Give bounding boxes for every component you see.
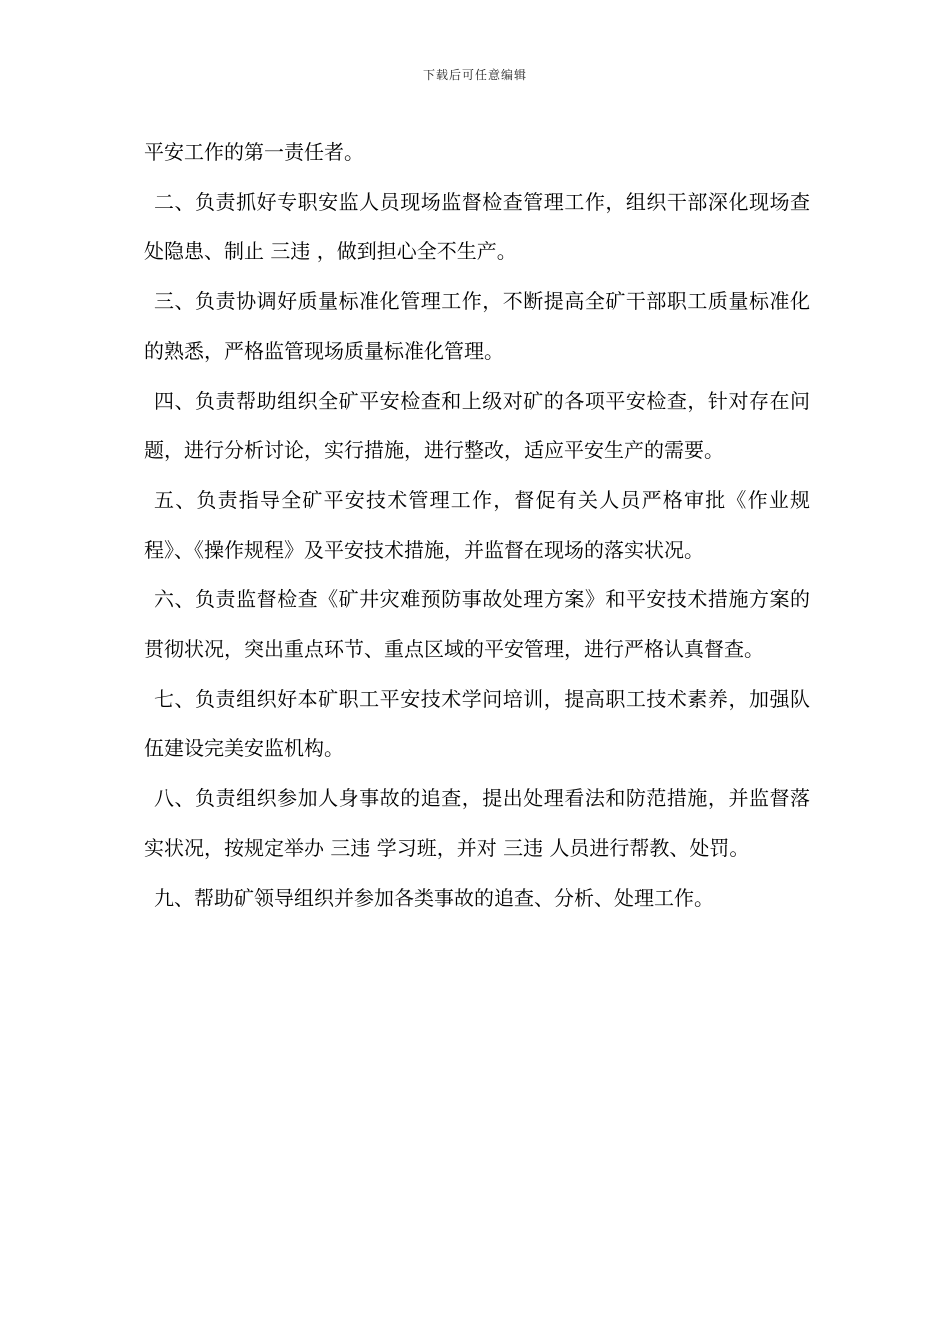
paragraph-item-8: 八、负责组织参加人身事故的追查，提出处理看法和防范措施，并监督落实状况，按规定举办 三违 学习班，并对 三违 人员进行帮教、处罚。 — [144, 786, 810, 860]
paragraph-item-4: 四、负责帮助组织全矿平安检查和上级对矿的各项平安检查，针对存在问题，进行分析讨论，实行措施，进行整改，适应平安生产的需要。 — [144, 388, 810, 463]
paragraph-item-3: 三、负责协调好质量标准化管理工作，不断提高全矿干部职工质量标准化的熟悉，严格监管现场质量标准化管理。 — [144, 289, 810, 363]
paragraph-item-6: 六、负责监督检查《矿井灾难预防事故处理方案》和平安技术措施方案的贯彻状况，突出重点环节、重点区域的平安管理，进行严格认真督查。 — [144, 587, 810, 662]
paragraph-item-5: 五、负责指导全矿平安技术管理工作，督促有关人员严格审批《作业规程》、《操作规程》及平安技术措施，并监督在现场的落实状况。 — [144, 487, 810, 562]
page-header: 下载后可任意编辑 — [422, 68, 527, 82]
paragraph-item-7: 七、负责组织好本矿职工平安技术学问培训，提高职工技术素养，加强队伍建设完美安监机构。 — [144, 686, 810, 761]
paragraph-item-9: 九、帮助矿领导组织并参加各类事故的追查、分析、处理工作。 — [154, 885, 714, 910]
document-body — [144, 128, 810, 923]
paragraph-continuation: 平安工作的第一责任者。 — [144, 140, 364, 164]
paragraph-item-2: 二、负责抓好专职安监人员现场监督检查管理工作，组织干部深化现场查处隐患、制止 三违 ，做到担心全不生产。 — [144, 189, 810, 264]
